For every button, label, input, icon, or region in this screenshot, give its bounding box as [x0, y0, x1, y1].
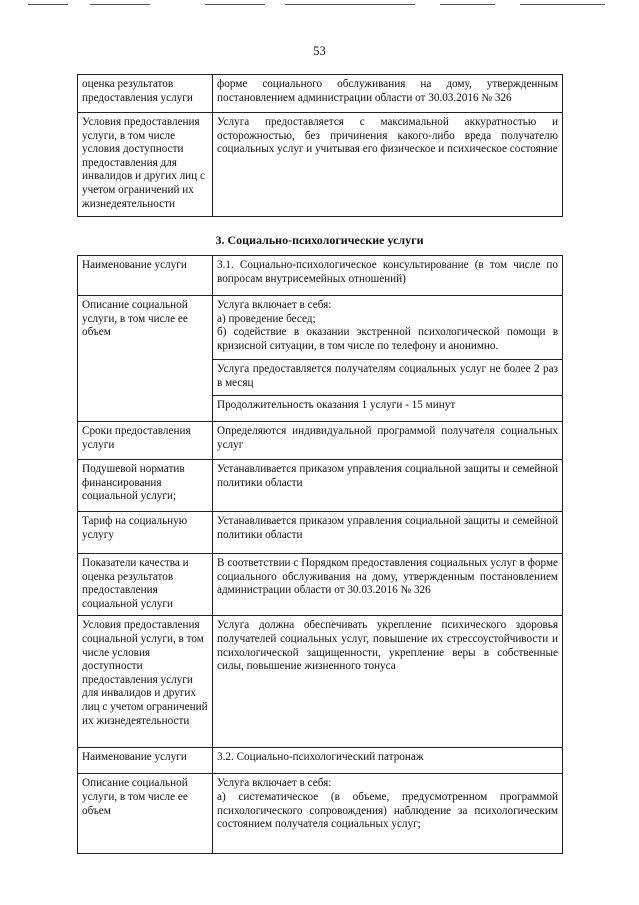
- table-top: [77, 74, 563, 217]
- cell-right: форме социального обслуживания на дому, утвержденным постановлением администрации области от 30.03.2016 № 326: [213, 75, 563, 113]
- cell-right: 3.1. Социально-психологическое консультирование (в том числе по вопросам внутрисемейных отношений): [213, 256, 563, 296]
- scan-mark-3: [205, 4, 265, 5]
- cell-left: оценка результатов предоставления услуги: [78, 75, 213, 113]
- paragraph: Услуга включает в себя:: [217, 299, 332, 311]
- cell-left: Описание социальной услуги, в том числе ее объем: [78, 296, 213, 422]
- table-row: [78, 422, 563, 460]
- cell-right: Услуга предоставляется с максимальной аккуратностью и осторожностью, без причинения какого-либо вреда получателю социальных услуг и учитывая его физическое и психическое состояние: [213, 113, 563, 217]
- table-row: [78, 774, 563, 854]
- page-number: 53: [313, 44, 326, 58]
- section-heading: 3. Социально-психологические услуги: [215, 233, 424, 247]
- scan-mark-4: [285, 4, 415, 5]
- table-row: [78, 460, 563, 512]
- cell-right: Услуга должна обеспечивать укрепление психического здоровья получателей социальных услуг, повышение их стрессоустойчивости и психологической защищенности, укрепление веры в собственные силы, повышение жизненного тонуса: [213, 616, 563, 748]
- table-row: [78, 616, 563, 748]
- table-row: [78, 554, 563, 616]
- paragraph: Услуга включает в себя:: [217, 777, 332, 790]
- scan-mark-6: [520, 4, 605, 5]
- cell-left: Наименование услуги: [78, 748, 213, 774]
- cell-right: Определяются индивидуальной программой получателя социальных услуг: [213, 422, 563, 460]
- table-row: [78, 256, 563, 296]
- cell-right: [213, 774, 563, 854]
- scan-mark-2: [90, 4, 150, 5]
- cell-left: Описание социальной услуги, в том числе ее объем: [78, 774, 213, 854]
- cell-left: Условия предоставления социальной услуги, в том числе условия доступности предоставления услуги для инвалидов и других лиц с учетом ограничений их жизнедеятельности: [78, 616, 213, 748]
- cell-right: Устанавливается приказом управления социальной защиты и семейной политики области: [213, 460, 563, 512]
- table-main: [77, 255, 563, 854]
- table-row: [78, 75, 563, 113]
- paragraph: б) содействие в оказании экстренной психологической помощи в кризисной ситуации, в том числе по телефону и анонимно.: [217, 326, 558, 352]
- cell-right: 3.2. Социально-психологический патронаж: [213, 748, 563, 774]
- cell-right: Продолжительность оказания 1 услуги - 15 минут: [213, 396, 563, 422]
- paragraph: а) систематическое (в объеме, предусмотренном программой психологического сопровождения) наблюдение за психологическим состоянием получателя социальных услуг;: [217, 790, 558, 831]
- scan-mark-5: [440, 4, 495, 5]
- cell-right: Услуга предоставляется получателям социальных услуг не более 2 раз в месяц: [213, 360, 563, 396]
- cell-left: Подушевой норматив финансирования социальной услуги;: [78, 460, 213, 512]
- cell-right: В соответствии с Порядком предоставления социальных услуг в форме социального обслуживания на дому, утвержденным постановлением администрации области от 30.03.2016 № 326: [213, 554, 563, 616]
- cell-left: Условия предоставления услуги, в том числе условия доступности предоставления для инвалидов и других лиц с учетом ограничений их жизнедеятельности: [78, 113, 213, 217]
- cell-left: Наименование услуги: [78, 256, 213, 296]
- cell-left: Сроки предоставления услуги: [78, 422, 213, 460]
- table-row: [78, 296, 563, 360]
- table-row: [78, 512, 563, 554]
- cell-left: Тариф на социальную услугу: [78, 512, 213, 554]
- scan-mark-1: [28, 4, 68, 5]
- cell-left: Показатели качества и оценка результатов предоставления социальной услуги: [78, 554, 213, 616]
- table-row: [78, 113, 563, 217]
- table-row: [78, 748, 563, 774]
- cell-right: Устанавливается приказом управления социальной защиты и семейной политики области: [213, 512, 563, 554]
- paragraph: а) проведение бесед;: [217, 312, 316, 325]
- cell-right: [213, 296, 563, 360]
